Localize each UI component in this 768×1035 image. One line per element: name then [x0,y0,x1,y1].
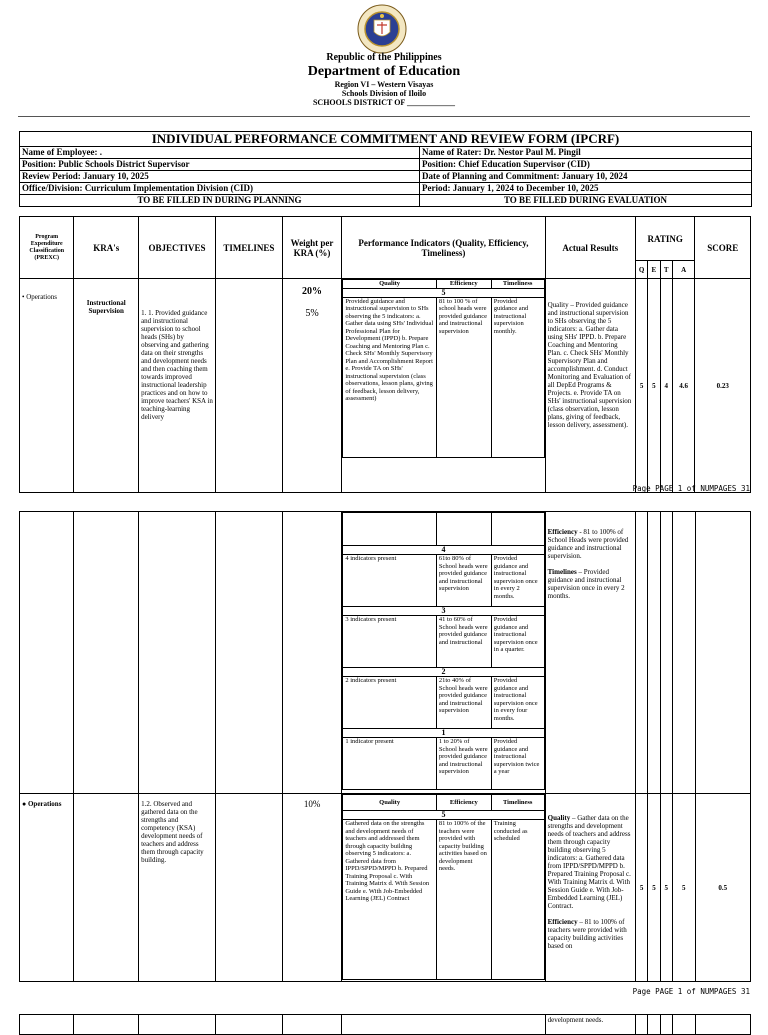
sub-timeliness: Timeliness [491,280,544,289]
employee-position: Position: Public Schools District Supervisor [20,159,420,171]
district-label: SCHOOLS DISTRICT OF ____________ [312,98,456,107]
page-footer-1: Page PAGE 1 of NUMPAGES 31 [632,484,750,493]
eff3: 41 to 60% of School heads were provided guidance and instructional [436,616,491,668]
col-indicators: Performance Indicators (Quality, Efficiency, Timeliness) [342,217,545,279]
eff1: 1 to 20% of School heads were provided guidance and instructional supervision [436,738,491,790]
rating2: 2 [343,668,544,677]
evaluation-banner: TO BE FILLED DURING EVALUATION [420,195,752,207]
col-rating: RATING [635,217,695,261]
row2-a: 5 [672,794,695,982]
time2: Provided guidance and instructional supervision once in every four months. [491,677,544,729]
time4: Provided guidance and instructional supervision once in every 2 months. [491,555,544,607]
row1-timelines [216,279,283,493]
col-kras: KRA's [74,217,139,279]
planning-banner: TO BE FILLED IN DURING PLANNING [20,195,420,207]
col-weight: Weight per KRA (%) [282,217,342,279]
row1-objective: 1. 1. Provided guidance and instructional supervision to school heads (SHs) by observing and gathering data on their strengths and development needs and then coaching them towards improved instructional leadership practices and on how to improve teachers' KSA in teaching-learning delivery [139,279,216,493]
row1-q: 5 [635,279,647,493]
col-e: E [648,261,660,279]
col-t: T [660,261,672,279]
row1-indicators [342,279,544,458]
rater-name: Name of Rater: Dr. Nestor Paul M. Pingil [420,147,752,159]
rating3: 3 [343,607,544,616]
period: Period: January 1, 2024 to December 10, 2025 [420,183,752,195]
quality4: 4 indicators present [343,555,437,607]
deped-seal-logo [357,4,407,54]
col-timelines: TIMELINES [216,217,283,279]
col-prexc: Program Expenditure Classification (PREXC) [20,217,74,279]
republic-label: Republic of the Philippines [326,52,442,63]
row1-quality5: Provided guidance and instructional supervision to SHs observing the 5 indicators: a. Gather data using SHs' Individual Professional Plan for Development (IPPD) b. Prepare Coaching and Mentoring Plan c. Check SHs' Monthly Supervisory Plan and Accomplishment Report e. Provide TA on SHs' instructional supervision (class observations, lesson plans, giving of feedback, lesson delivery, assessment) [343,297,437,457]
quality3: 3 indicators present [343,616,437,668]
row1-kra: Instructional Supervision [74,279,139,493]
sub-efficiency: Efficiency [436,280,491,289]
form-title: INDIVIDUAL PERFORMANCE COMMITMENT AND REVIEW FORM (IPCRF) [20,132,752,147]
col-q: Q [635,261,647,279]
row1-rating5: 5 [343,288,544,297]
rating4: 4 [343,546,544,555]
row1-prexc: • Operations [20,279,74,493]
row1-indicators-cont [342,512,544,790]
page-footer-2: Page PAGE 1 of NUMPAGES 31 [632,987,750,996]
quality2: 2 indicators present [343,677,437,729]
rater-position: Position: Chief Education Supervisor (CID) [420,159,752,171]
row1-e: 5 [648,279,660,493]
row2-t: 5 [660,794,672,982]
ipcrf-table-page2 [19,511,751,982]
region-label: Region VI – Western Visayas [334,80,434,89]
row1-actual-cont: Efficiency - 81 to 100% of School Heads were provided guidance and instructional supervision. Timelines – Provided guidance and instructional supervision once in every 2 months. [545,512,635,794]
row2-score: 0.5 [695,794,751,982]
planning-date: Date of Planning and Commitment: January 10, 2024 [420,171,752,183]
time1: Provided guidance and instructional supervision twice a year [491,738,544,790]
row3-actual: development needs. [545,1015,635,1035]
division-label: Schools Division of Iloilo [341,89,427,98]
row1-time5: Provided guidance and instructional supervision monthly. [491,297,544,457]
quality1: 1 indicator present [343,738,437,790]
row2-objective: 1.2. Observed and gathered data on the strengths and competency (KSA) development needs of teachers and address them through capacity building. [139,794,216,982]
row1-eff5: 81 to 100 % of school heads were provided guidance and instructional supervision [436,297,491,457]
rating1: 1 [343,729,544,738]
review-period: Review Period: January 10, 2025 [20,171,420,183]
col-a: A [672,261,695,279]
row2-time5: Training conducted as scheduled [491,820,544,980]
header-divider [18,116,750,117]
row1-score: 0.23 [695,279,751,493]
row1-kra-weight: 20% [302,286,323,297]
row2-actual: Quality – Gather data on the strengths and development needs of teachers and address them through capacity building observing 5 indicators: a. Gathered data from IPPD/SPPD/MPPD b. Prepared Training Proposal c. With Training Matrix d. With Session Guide e. With Job-Embedded Learning (JEL) Contract. Efficiency – 81 to 100% of teachers were provided with capacity building activities based on [545,794,635,982]
row1-t: 4 [660,279,672,493]
row2-quality5: Gathered data on the strengths and development needs of teachers and addressed them through capacity building observing 5 indicators: a. Gathered data from IPPD/SPPD/MPPD b. Prepared Training Proposal c. With Training Matrix d. With Session Guide e. With Job-Embedded Learning (JEL) Contract [343,820,437,980]
department-label: Department of Education [307,64,461,79]
ipcrf-table-page3 [19,1014,751,1035]
row1-a: 4.6 [672,279,695,493]
row2-indicators: Quality Efficiency Timeliness 5 Gathered data on the strengths and development needs of teachers and addressed them through capacity building observing 5 indicators: a. Gathered data from IPPD/SPPD/MPPD b. Prepared Training Proposal c. With Training Matrix d. With Session Guide e. With Job-Embedded Learning (JEL) Contract 81 to 100% of the teachers were provided with capacity building activities based on development needs. Training conducted as scheduled [342,794,544,980]
row2-eff5: 81 to 100% of the teachers were provided with capacity building activities based on development needs. [436,820,491,980]
col-objectives: OBJECTIVES [139,217,216,279]
row1-actual: Quality – Provided guidance and instructional supervision to SHs observing the 5 indicators: a. Gather data using SHs' IPPD. b. Prepare Coaching and Mentoring Plan. c. Check SHs' Monthly Supervisory Plan and accomplishment. d. Conduct Monitoring and Evaluation of all DepEd Programs & Projects. e. Provide TA on SHs' instructional supervision (class observation, lesson plans, giving of feedback, lesson delivery, assessment). [545,279,635,493]
office-division: Office/Division: Curriculum Implementation Division (CID) [20,183,420,195]
row2-weight: 10% [282,794,342,982]
row1-weight: 5% [305,308,319,319]
row2-prexc: ● Operations [20,794,74,982]
row2-rating5: 5 [343,811,544,820]
eff4: 61to 80% of School heads were provided guidance and instructional supervision [436,555,491,607]
sub-quality: Quality [343,280,437,289]
col-actual: Actual Results [545,217,635,279]
row2-q: 5 [635,794,647,982]
row2-e: 5 [648,794,660,982]
time3: Provided guidance and instructional supervision once in a quarter. [491,616,544,668]
ipcrf-table-page1 [19,216,751,493]
employee-name: Name of Employee: . [20,147,420,159]
eff2: 21to 40% of School heads were provided guidance and instructional supervision [436,677,491,729]
form-info-table [19,131,752,207]
col-score: SCORE [695,217,751,279]
